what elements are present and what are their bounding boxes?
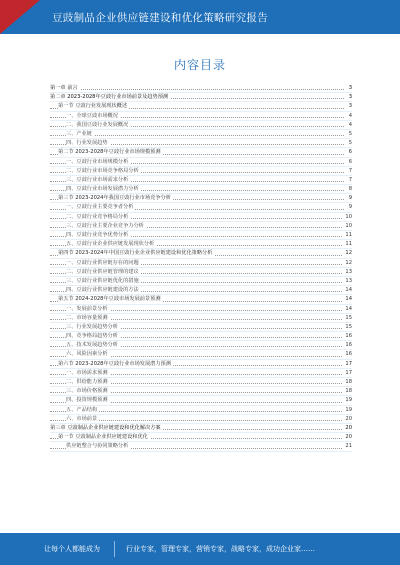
toc-page-number: 9 — [348, 204, 352, 211]
toc-entry-label: 二、供给能力预测 — [66, 379, 108, 385]
toc-entry[interactable] — [50, 259, 352, 268]
toc-entry-label: 二、豆豉行业市场竞争格局分析 — [66, 167, 139, 174]
toc-page-number: 15 — [345, 314, 352, 321]
toc-entry-label: 三、行业发展趋势分析 — [66, 323, 118, 330]
toc-entry[interactable] — [50, 130, 352, 139]
toc-page-number: 17 — [345, 360, 352, 367]
toc-entry[interactable] — [50, 332, 352, 341]
toc-entry[interactable] — [50, 203, 352, 212]
toc-entry[interactable] — [50, 148, 352, 157]
toc-page-number: 14 — [345, 305, 352, 312]
toc-page-number: 6 — [348, 158, 352, 165]
footer-slogan: 让每个人都能成为 — [44, 545, 100, 553]
toc-entry-label: 第二节 2023-2028年豆豉行业市场规模预测 — [58, 149, 161, 156]
report-header-bar — [0, 0, 400, 34]
toc-page-number: 4 — [348, 121, 352, 128]
toc-entry[interactable] — [50, 378, 352, 387]
toc-entry[interactable] — [50, 268, 352, 277]
toc-entry-label: 第四节 2023-2024年中国豆豉行业企业供应链建设和优化策略分析 — [58, 250, 213, 257]
toc-entry-label: 六、市场前景 — [66, 415, 98, 422]
toc-entry-label: 四、竞争格局趋势分析 — [66, 333, 118, 340]
toc-page-number: 6 — [348, 149, 352, 156]
toc-page-number: 20 — [345, 415, 352, 422]
footer-tagline: 行业专家，管理专家，营销专家，战略专家，成功企业家…… — [126, 545, 315, 553]
toc-page-number: 9 — [348, 195, 352, 202]
toc-page-number: 16 — [345, 351, 352, 358]
toc-entry[interactable] — [50, 314, 352, 323]
toc-entry-label: 一、豆豉行业主要竞争者分析 — [66, 204, 134, 211]
toc-entry-label: 二、市场容量预测 — [66, 314, 108, 321]
toc-entry-label: 五、产品结构 — [66, 406, 98, 413]
toc-page-number: 13 — [345, 277, 352, 284]
toc-page-number: 14 — [345, 287, 352, 294]
toc-page-number: 5 — [348, 130, 352, 137]
toc-entry[interactable] — [50, 360, 352, 369]
toc-entry-label: 供应链整合与协同策略分析 — [66, 443, 129, 450]
toc-page-number: 7 — [348, 167, 352, 174]
toc-entry-label: 三、豆豉行业主要企业竞争力分析 — [66, 222, 144, 229]
toc-entry[interactable] — [50, 286, 352, 295]
toc-entry[interactable] — [50, 442, 352, 451]
toc-entry[interactable] — [50, 93, 352, 102]
toc-entry-label: 四、豆豉行业市场发展潜力分析 — [66, 186, 139, 193]
toc-page-number: 16 — [345, 342, 352, 349]
toc-entry[interactable] — [50, 323, 352, 332]
toc-entry-label: 第一节 豆豉制品企业供应链建设和优化 — [58, 434, 148, 441]
toc-entry-label: 第三章 豆豉制品企业供应链建设和优化解决方案 — [50, 424, 161, 431]
toc-entry[interactable] — [50, 121, 352, 130]
toc-entry[interactable] — [50, 341, 352, 350]
toc-page-number: 14 — [345, 296, 352, 303]
toc-entry-label: 五、豆豉行业企业供应链发展现状分析 — [66, 241, 155, 248]
toc-entry-label: 五、技术发展趋势分析 — [66, 342, 118, 349]
toc-entry-label: 二、豆豉行业供应链管理的建议 — [66, 268, 139, 275]
toc-leader-dots — [50, 135, 344, 136]
toc-entry[interactable] — [50, 222, 352, 231]
toc-entry[interactable] — [50, 249, 352, 258]
footer-divider — [114, 541, 115, 557]
toc-entry-label: 二、我国豆豉行业发展概况 — [66, 121, 129, 128]
toc-entry-label: 第一章 前言 — [50, 85, 78, 91]
toc-entry[interactable] — [50, 102, 352, 111]
toc-entry-label: 第二章 2023-2028年豆豉行业市场前景及趋势预测 — [50, 94, 169, 101]
toc-entry-label: 三、豆豉行业市场需求分析 — [66, 176, 129, 183]
toc-page-number: 12 — [345, 250, 352, 257]
toc-entry[interactable] — [50, 406, 352, 415]
toc-entry[interactable] — [50, 295, 352, 304]
toc-entry-label: 四、豆豉行业供应链建设的方法 — [66, 287, 139, 294]
toc-page-number: 13 — [345, 268, 352, 275]
toc-page-number: 18 — [345, 388, 352, 395]
toc-entry-label: 四、行业发展趋势 — [66, 140, 108, 147]
toc-page-number: 4 — [348, 112, 352, 119]
toc-leader-dots — [50, 89, 344, 90]
toc-entry-label: 第一节 豆豉行业发展现状概述 — [58, 103, 128, 110]
toc-entry[interactable] — [50, 167, 352, 176]
toc-entry-label: 二、豆豉行业竞争格局分析 — [66, 213, 129, 220]
toc-page-number: 3 — [348, 94, 352, 101]
toc-page-number: 18 — [345, 379, 352, 385]
toc-page-number: 21 — [345, 443, 352, 450]
toc-page-number: 5 — [348, 140, 352, 147]
toc-page-number: 3 — [348, 85, 352, 91]
toc-entry-label: 一、豆豉行业供应链存在的问题 — [66, 259, 139, 266]
table-of-contents — [50, 84, 352, 452]
header-red-accent — [0, 0, 40, 34]
toc-entry-label: 一、市场需求预测 — [66, 369, 108, 376]
toc-entry[interactable] — [50, 231, 352, 240]
toc-entry-label: 三、市场价格预测 — [66, 388, 108, 395]
toc-page-number: 20 — [345, 424, 352, 431]
toc-page-number: 3 — [348, 103, 352, 110]
toc-entry-label: 四、豆豉行业竞争优势分析 — [66, 232, 129, 238]
toc-entry[interactable] — [50, 350, 352, 359]
toc-entry[interactable] — [50, 84, 352, 93]
toc-page-number: 16 — [345, 333, 352, 340]
toc-entry-label: 一、全球豆豉市场概况 — [66, 112, 118, 119]
toc-page-number: 8 — [348, 186, 352, 193]
toc-entry-label: 六、风险因素分析 — [66, 351, 108, 358]
footer-bar — [0, 533, 400, 565]
toc-entry[interactable] — [50, 396, 352, 405]
toc-page-number: 10 — [345, 222, 352, 229]
toc-page-number: 19 — [345, 397, 352, 404]
toc-entry[interactable] — [50, 158, 352, 167]
toc-entry[interactable] — [50, 305, 352, 314]
toc-entry[interactable] — [50, 176, 352, 185]
toc-entry[interactable] — [50, 185, 352, 194]
toc-entry[interactable] — [50, 387, 352, 396]
toc-page-number: 7 — [348, 176, 352, 183]
toc-page-number: 20 — [345, 434, 352, 441]
toc-page-number: 19 — [345, 406, 352, 413]
toc-entry-label: 一、豆豉行业市场规模分析 — [66, 158, 129, 165]
toc-entry[interactable] — [50, 213, 352, 222]
toc-page-number: 11 — [345, 241, 352, 248]
toc-entry[interactable] — [50, 112, 352, 121]
page-title: 内容目录 — [173, 58, 226, 72]
toc-entry[interactable] — [50, 277, 352, 286]
toc-entry[interactable] — [50, 139, 352, 148]
toc-entry-label: 第五节 2024-2028年豆豉市场发展前景预测 — [58, 296, 161, 303]
toc-entry[interactable] — [50, 240, 352, 249]
toc-entry-label: 第三节 2023-2024年我国豆豉行业市场竞争分析 — [58, 195, 171, 202]
toc-page-number: 15 — [345, 323, 352, 330]
toc-entry[interactable] — [50, 424, 352, 433]
toc-entry-label: 一、发展前景分析 — [66, 305, 108, 312]
toc-page-number: 10 — [345, 213, 352, 220]
toc-entry[interactable] — [50, 415, 352, 424]
toc-entry[interactable] — [50, 433, 352, 442]
toc-entry-label: 四、投资规模预测 — [66, 397, 108, 404]
toc-page-number: 12 — [345, 259, 352, 266]
toc-page-number: 11 — [345, 232, 352, 238]
toc-entry-label: 第六节 2023-2028年豆豉行业市场发展潜力预测 — [58, 360, 171, 367]
toc-entry-label: 三、产业链 — [66, 130, 92, 137]
toc-page-number: 17 — [345, 369, 352, 376]
toc-entry[interactable] — [50, 194, 352, 203]
toc-entry[interactable] — [50, 369, 352, 378]
report-title: 豆豉制品企业供应链建设和优化策略研究报告 — [52, 12, 268, 24]
toc-entry-label: 三、豆豉行业供应链优化的措施 — [66, 277, 139, 284]
